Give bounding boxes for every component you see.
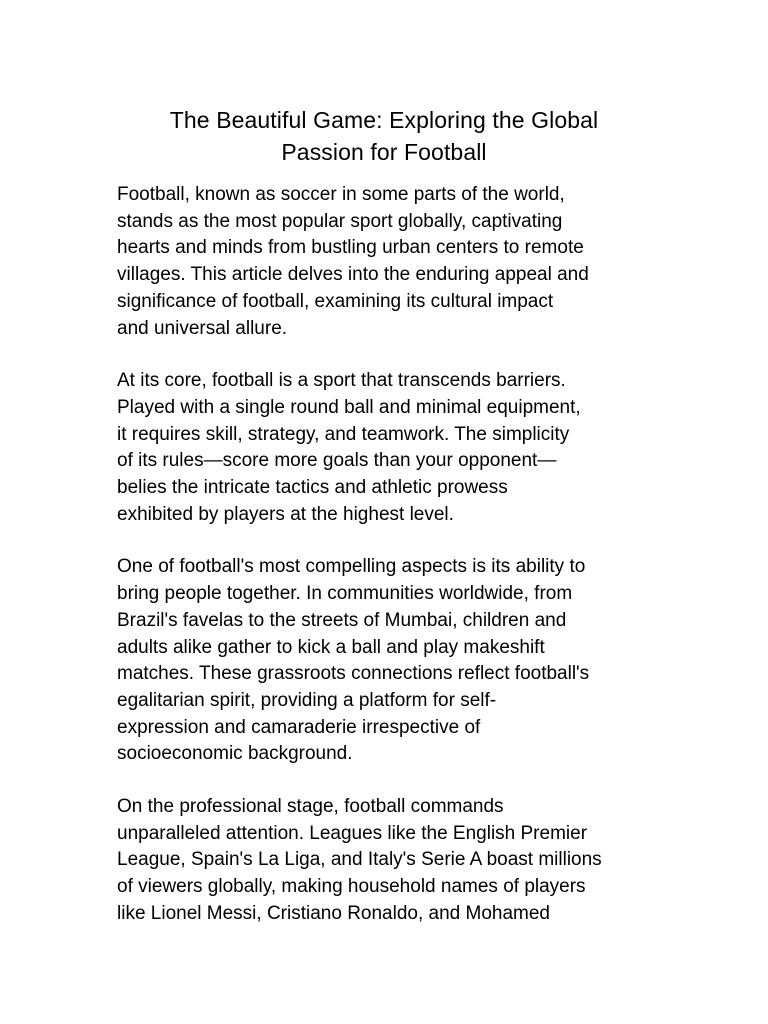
text-line: stands as the most popular sport globally, captivating: [117, 210, 563, 232]
text-line: adults alike gather to kick a ball and play makeshift: [117, 636, 545, 658]
document-title: [116, 104, 652, 168]
text-line: significance of football, examining its cultural impact: [117, 290, 554, 312]
text-line: egalitarian spirit, providing a platform for self-: [117, 689, 497, 711]
text-line: One of football's most compelling aspects is its ability to: [117, 556, 586, 578]
text-line: Played with a single round ball and minimal equipment,: [117, 396, 581, 418]
text-line: matches. These grassroots connections reflect football's: [117, 663, 590, 685]
text-line: and universal allure.: [117, 317, 288, 339]
text-line: bring people together. In communities worldwide, from: [117, 583, 573, 605]
text-line: expression and camaraderie irrespective of: [117, 716, 481, 738]
text-line: At its core, football is a sport that transcends barriers.: [117, 370, 566, 392]
text-line: villages. This article delves into the enduring appeal and: [117, 264, 589, 286]
text-line: unparalleled attention. Leagues like the English Premier: [117, 822, 588, 844]
text-line: exhibited by players at the highest level.: [117, 503, 454, 525]
paragraph-core: [117, 368, 657, 528]
text-line: of its rules—score more goals than your opponent—: [117, 450, 557, 472]
text-line: like Lionel Messi, Cristiano Ronaldo, and Mohamed: [117, 902, 551, 924]
text-line: Brazil's favelas to the streets of Mumbai, children and: [117, 609, 567, 631]
paragraph-community: [117, 554, 657, 768]
title-line-1: The Beautiful Game: Exploring the Global: [169, 107, 599, 133]
text-line: of viewers globally, making household names of players: [117, 876, 586, 898]
text-line: socioeconomic background.: [117, 743, 353, 765]
text-line: On the professional stage, football commands: [117, 796, 504, 818]
text-line: it requires skill, strategy, and teamwork. The simplicity: [117, 423, 570, 445]
title-line-2: Passion for Football: [281, 139, 487, 165]
text-line: hearts and minds from bustling urban centers to remote: [117, 237, 584, 259]
document-body: [117, 182, 657, 954]
text-line: belies the intricate tactics and athletic prowess: [117, 477, 508, 499]
paragraph-intro: [117, 182, 657, 342]
text-line: Football, known as soccer in some parts of the world,: [117, 184, 565, 205]
text-line: League, Spain's La Liga, and Italy's Serie A boast millions: [117, 849, 602, 871]
paragraph-professional: [117, 794, 657, 928]
